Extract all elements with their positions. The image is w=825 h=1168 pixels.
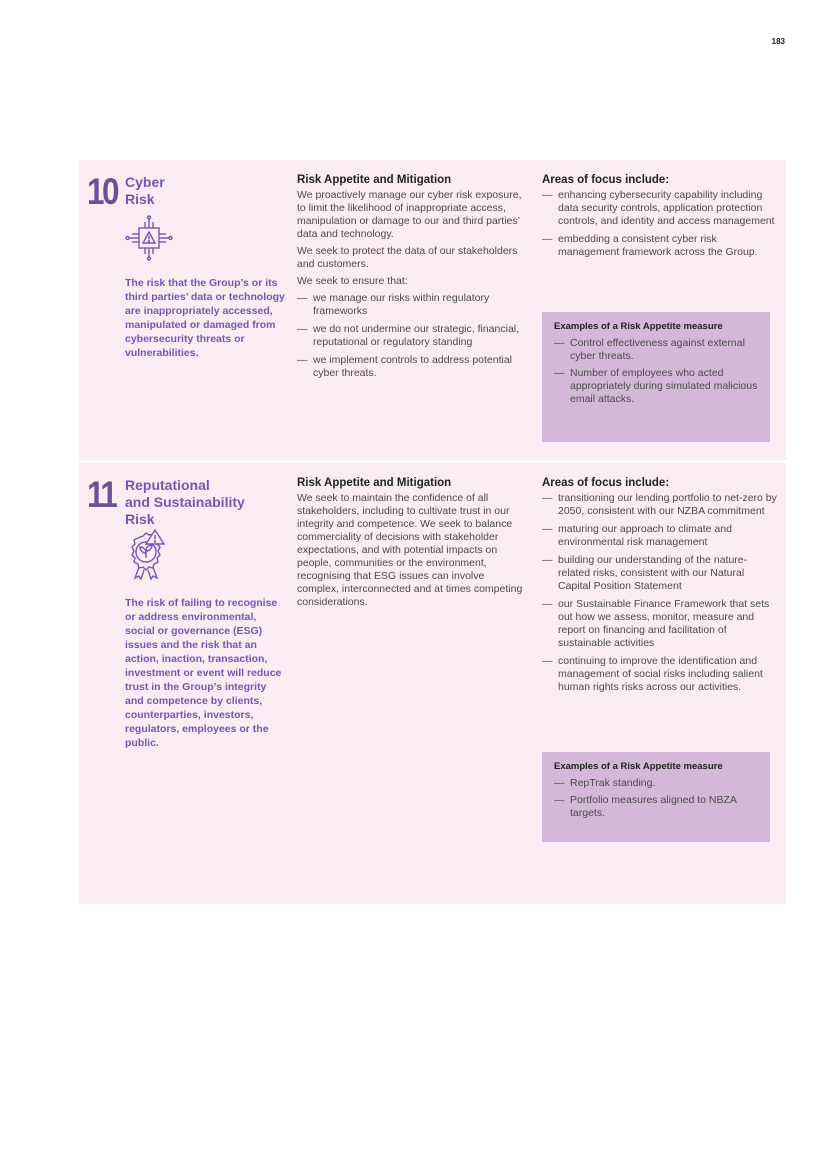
risk-title-line: Risk: [125, 511, 155, 527]
list-item: — transitioning our lending portfolio to net-zero by 2050, consistent with our NZBA commitment: [542, 492, 778, 518]
mitigation-paragraph: We seek to protect the data of our stakeholders and customers.: [297, 245, 518, 270]
list-item: — we do not undermine our strategic, financial, reputational or regulatory standing: [297, 323, 529, 349]
risk-title-line: Cyber: [125, 174, 165, 190]
focus-list: [542, 492, 778, 694]
leaf-badge-warning-icon: [125, 529, 167, 586]
focus-heading: Areas of focus include:: [542, 174, 670, 186]
measure-heading: Examples of a Risk Appetite measure: [554, 321, 723, 332]
risk-measure-box: [542, 312, 770, 442]
risk-description: The risk of failing to recognise or address environmental, social or governance (ESG) issues and the risk that an action, inaction, transaction, investment or event will reduce trust in the Group’s integrity and competence by clients, counterparties, investors, regulators, employees or the public.: [125, 597, 282, 749]
mitigation-heading: Risk Appetite and Mitigation: [297, 477, 452, 489]
risk-panel-cyber: [79, 160, 786, 460]
risk-title-line: and Sustainability: [125, 494, 245, 510]
mitigation-list: [297, 292, 529, 380]
risk-measure-box: [542, 752, 770, 842]
measure-list: [554, 337, 758, 406]
measure-list: [554, 777, 758, 820]
risk-title-line: Risk: [125, 191, 155, 207]
list-item: — RepTrak standing.: [554, 777, 758, 790]
focus-column: [542, 173, 778, 264]
risk-title: [125, 174, 165, 208]
focus-list: [542, 189, 778, 259]
list-item: — Portfolio measures aligned to NBZA targets.: [554, 794, 758, 820]
focus-column: [542, 476, 778, 699]
risk-number: 11: [87, 474, 116, 515]
focus-heading: Areas of focus include:: [542, 477, 670, 489]
risk-description: The risk that the Group’s or its third parties’ data or technology are inappropriately accessed, manipulated or damaged from cybersecurity threats or vulnerabilities.: [125, 277, 285, 359]
mitigation-column: [297, 476, 529, 613]
list-item: — we manage our risks within regulatory frameworks: [297, 292, 529, 318]
mitigation-paragraph: We seek to maintain the confidence of all stakeholders, including to cultivate trust in our integrity and competence. We seek to balance commerciality of decisions with stakeholder expectations, and with potential impacts on people, communities or the environment, recognising that ESG issues can involve complex, interconnected and at times competing considerations.: [297, 492, 523, 608]
mitigation-column: [297, 173, 529, 385]
list-item: — continuing to improve the identification and management of social risks including salient human rights risks across our activities.: [542, 655, 778, 694]
risk-title-line: Reputational: [125, 477, 210, 493]
list-item: — maturing our approach to climate and environmental risk management: [542, 523, 778, 549]
mitigation-paragraph: We seek to ensure that:: [297, 275, 408, 287]
list-item: — we implement controls to address potential cyber threats.: [297, 354, 529, 380]
measure-heading: Examples of a Risk Appetite measure: [554, 761, 723, 772]
list-item: — enhancing cybersecurity capability including data security controls, application protection controls, and identity and access management: [542, 189, 778, 228]
circuit-warning-icon: [125, 214, 173, 267]
list-item: — embedding a consistent cyber risk management framework across the Group.: [542, 233, 778, 259]
list-item: — our Sustainable Finance Framework that sets out how we assess, monitor, measure and report on financing and facilitation of sustainable activities: [542, 598, 778, 650]
risk-panel-reputational: [79, 463, 786, 904]
mitigation-paragraph: We proactively manage our cyber risk exposure, to limit the likelihood of inappropriate access, manipulation or damage to our and third parties’ data and technology.: [297, 189, 522, 240]
page-number: 183: [771, 37, 785, 46]
risk-number: 10: [87, 171, 117, 212]
mitigation-heading: Risk Appetite and Mitigation: [297, 174, 452, 186]
list-item: — building our understanding of the nature-related risks, consistent with our Natural Capital Position Statement: [542, 554, 778, 593]
risk-title: [125, 477, 245, 528]
list-item: — Number of employees who acted appropriately during simulated malicious email attacks.: [554, 367, 758, 406]
list-item: — Control effectiveness against external cyber threats.: [554, 337, 758, 363]
